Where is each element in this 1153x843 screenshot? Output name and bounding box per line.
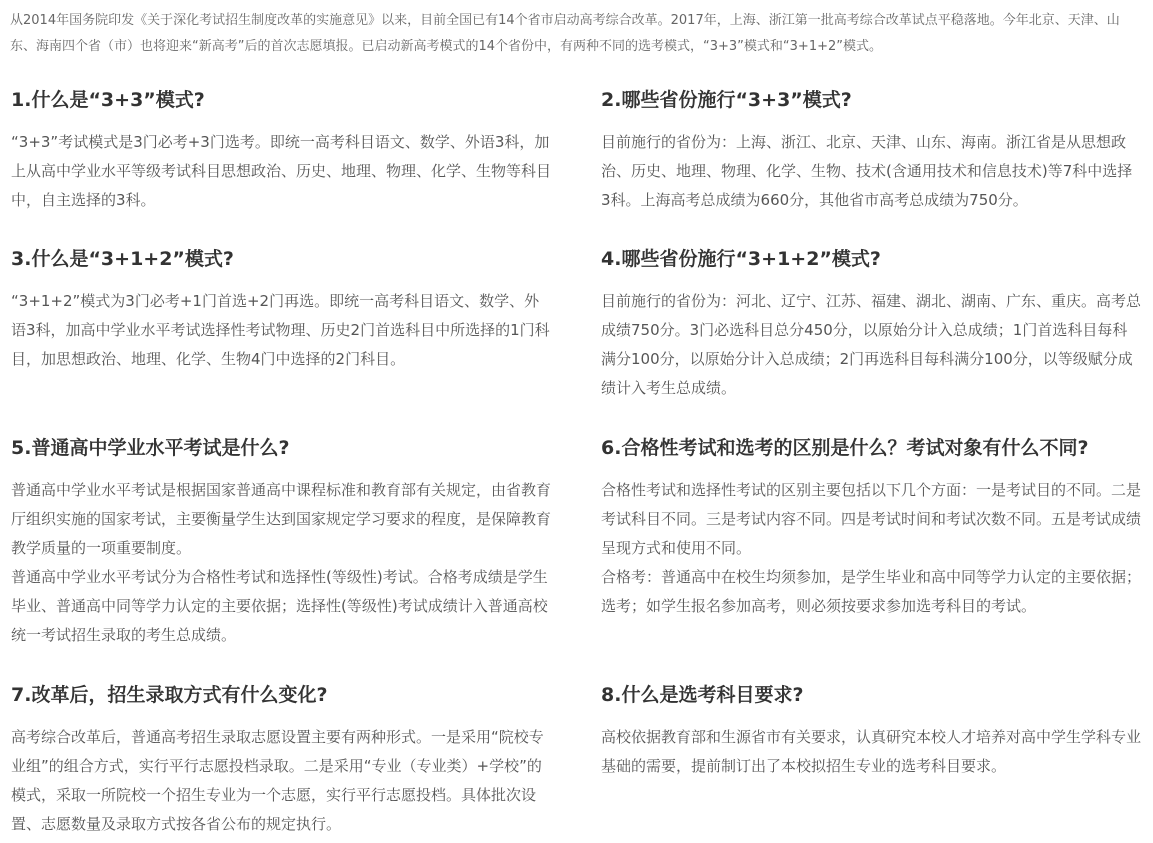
faq-item-5	[11, 434, 551, 650]
faq-answer-4	[601, 287, 1141, 403]
faq-answer-paragraph: “3+1+2”模式为3门必考+1门首选+2门再选。即统一高考科目语文、数学、外语3科，加高中学业水平考试选择性考试物理、历史2门首选科目中所选择的1门科目，加思想政治、地理、化学、生物4门中选择的2门科目。	[11, 292, 550, 368]
faq-question-1: 1.什么是“3+3”模式?	[11, 89, 205, 111]
faq-item-3	[11, 245, 551, 374]
faq-question-4: 4.哪些省份施行“3+1+2”模式?	[601, 248, 881, 270]
faq-item-7	[11, 681, 551, 839]
faq-answer-5	[11, 476, 551, 650]
faq-answer-8	[601, 723, 1141, 781]
faq-answer-paragraph: 普通高中学业水平考试分为合格性考试和选择性(等级性)考试。合格考成绩是学生毕业、普通高中同等学力认定的主要依据；选择性(等级性)考试成绩计入普通高校统一考试招生录取的考生总成绩。	[11, 568, 548, 644]
faq-answer-7	[11, 723, 551, 839]
faq-answer-1	[11, 128, 551, 215]
faq-item-2	[601, 86, 1141, 215]
faq-answer-paragraph: 合格性考试和选择性考试的区别主要包括以下几个方面：一是考试目的不同。二是考试科目不同。三是考试内容不同。四是考试时间和考试次数不同。五是考试成绩呈现方式和使用不同。	[601, 481, 1142, 557]
faq-question-8: 8.什么是选考科目要求?	[601, 684, 804, 706]
faq-question-2: 2.哪些省份施行“3+3”模式?	[601, 89, 852, 111]
faq-item-4	[601, 245, 1141, 403]
faq-answer-3	[11, 287, 551, 374]
faq-answer-paragraph: 目前施行的省份为：河北、辽宁、江苏、福建、湖北、湖南、广东、重庆。高考总成绩750分。3门必选科目总分450分，以原始分计入总成绩；1门首选科目每科满分100分，以原始分计入总成绩；2门再选科目每科满分100分，以等级赋分成绩计入考生总成绩。	[601, 292, 1142, 397]
faq-answer-paragraph: 高考综合改革后，普通高考招生录取志愿设置主要有两种形式。一是采用“院校专业组”的组合方式，实行平行志愿投档录取。二是采用“专业（专业类）+学校”的模式，采取一所院校一个招生专业为一个志愿，实行平行志愿投档。具体批次设置、志愿数量及录取方式按各省公布的规定执行。	[11, 728, 544, 833]
faq-question-5: 5.普通高中学业水平考试是什么?	[11, 437, 290, 459]
faq-answer-paragraph: 普通高中学业水平考试是根据国家普通高中课程标准和教育部有关规定，由省教育厅组织实施的国家考试，主要衡量学生达到国家规定学习要求的程度，是保障教育教学质量的一项重要制度。	[11, 481, 552, 557]
intro-paragraph: 从2014年国务院印发《关于深化考试招生制度改革的实施意见》以来，目前全国已有14个省市启动高考综合改革。2017年，上海、浙江第一批高考综合改革试点平稳落地。今年北京、天津、山东、海南四个省（市）也将迎来“新高考”后的首次志愿填报。已启动新高考模式的14个省份中，有两种不同的选考模式，“3+3”模式和“3+1+2”模式。	[10, 13, 1120, 54]
faq-question-3: 3.什么是“3+1+2”模式?	[11, 248, 234, 270]
faq-item-1	[11, 86, 551, 215]
faq-answer-2	[601, 128, 1141, 215]
faq-answer-paragraph: “3+3”考试模式是3门必考+3门选考。即统一高考科目语文、数学、外语3科，加上从高中学业水平等级考试科目思想政治、历史、地理、物理、化学、生物等科目中，自主选择的3科。	[11, 133, 552, 209]
faq-answer-paragraph: 合格考：普通高中在校生均须参加，是学生毕业和高中同等学力认定的主要依据；选考；如学生报名参加高考，则必须按要求参加选考科目的考试。	[601, 568, 1142, 615]
faq-answer-6	[601, 476, 1141, 621]
faq-answer-paragraph: 高校依据教育部和生源省市有关要求，认真研究本校人才培养对高中学生学科专业基础的需要，提前制订出了本校拟招生专业的选考科目要求。	[601, 728, 1142, 775]
faq-answer-paragraph: 目前施行的省份为：上海、浙江、北京、天津、山东、海南。浙江省是从思想政治、历史、地理、物理、化学、生物、技术(含通用技术和信息技术)等7科中选择3科。上海高考总成绩为660分，其他省市高考总成绩为750分。	[601, 133, 1133, 209]
faq-item-8	[601, 681, 1141, 781]
faq-question-6: 6.合格性考试和选考的区别是什么？考试对象有什么不同?	[601, 437, 1089, 459]
faq-question-7: 7.改革后，招生录取方式有什么变化?	[11, 684, 328, 706]
faq-item-6	[601, 434, 1141, 621]
